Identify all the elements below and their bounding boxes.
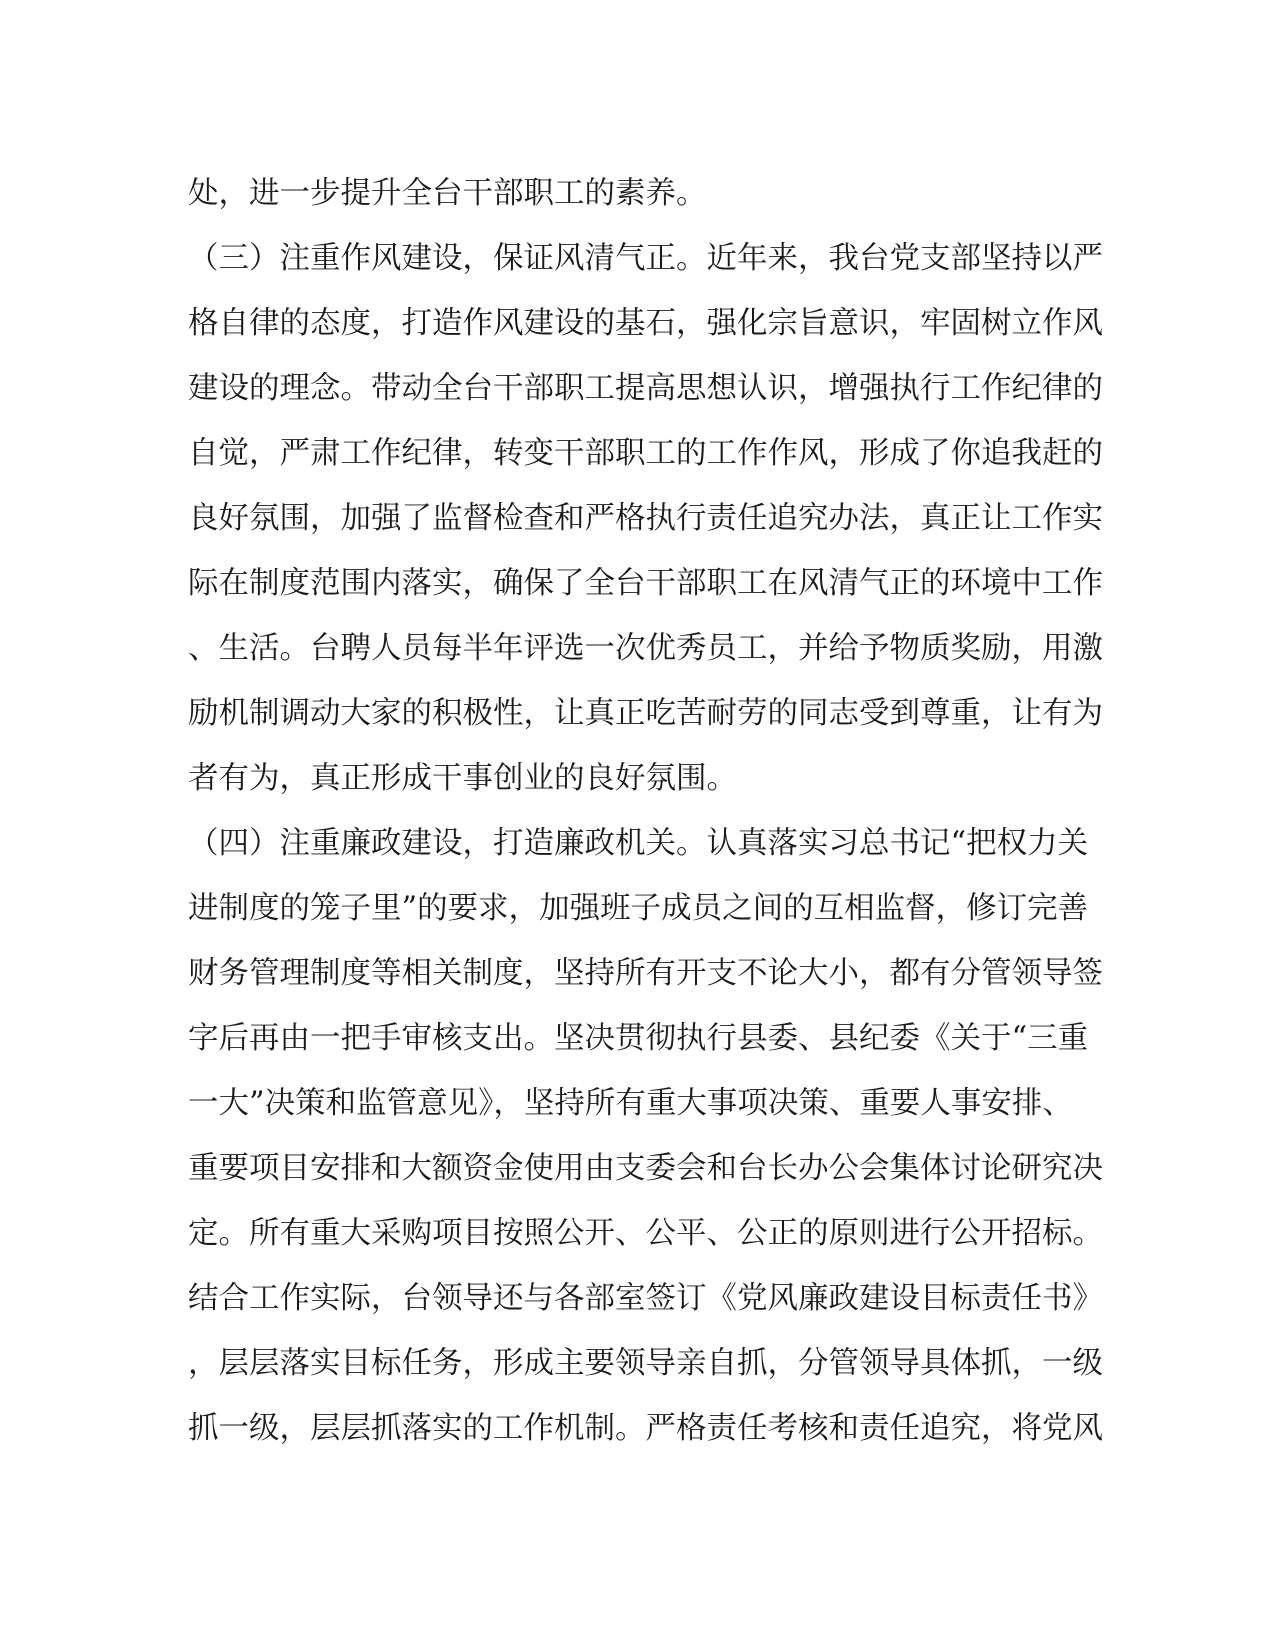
- text-line: ，层层落实目标任务，形成主要领导亲自抓，分管领导具体抓，一级: [188, 1346, 1103, 1381]
- text-line: 抓一级，层层抓落实的工作机制。严格责任考核和责任追究，将党风: [188, 1411, 1103, 1446]
- text-line: 者有为，真正形成干事创业的良好氛围。: [188, 761, 737, 796]
- text-line: 结合工作实际，台领导还与各部室签订《党风廉政建设目标责任书》: [188, 1281, 1103, 1316]
- text-line: 一大”决策和监管意见》，坚持所有重大事项决策、重要人事安排、: [188, 1086, 1073, 1121]
- text-line: 自觉，严肃工作纪律，转变干部职工的工作作风，形成了你追我赶的: [188, 436, 1103, 471]
- text-line: 定。所有重大采购项目按照公开、公平、公正的原则进行公开招标。: [188, 1216, 1103, 1251]
- text-line: 字后再由一把手审核支出。坚决贯彻执行县委、县纪委《关于“三重: [188, 1021, 1089, 1056]
- text-line: 励机制调动大家的积极性，让真正吃苦耐劳的同志受到尊重，让有为: [188, 696, 1103, 731]
- text-line: （四）注重廉政建设，打造廉政机关。认真落实习总书记“把权力关: [188, 826, 1089, 861]
- text-line: （三）注重作风建设，保证风清气正。近年来，我台党支部坚持以严: [188, 241, 1103, 276]
- text-line: 重要项目安排和大额资金使用由支委会和台长办公会集体讨论研究决: [188, 1151, 1103, 1186]
- text-line: 财务管理制度等相关制度，坚持所有开支不论大小，都有分管领导签: [188, 956, 1103, 991]
- text-line: 进制度的笼子里”的要求，加强班子成员之间的互相监督，修订完善: [188, 891, 1089, 926]
- text-line: 际在制度范围内落实，确保了全台干部职工在风清气正的环境中工作: [188, 566, 1103, 601]
- body-text: [188, 161, 1103, 1461]
- text-line: 良好氛围，加强了监督检查和严格执行责任追究办法，真正让工作实: [188, 501, 1103, 536]
- text-line: 、生活。台聘人员每半年评选一次优秀员工，并给予物质奖励，用激: [188, 631, 1103, 666]
- text-line: 格自律的态度，打造作风建设的基石，强化宗旨意识，牢固树立作风: [188, 306, 1103, 341]
- text-line: 处，进一步提升全台干部职工的素养。: [188, 176, 707, 211]
- text-line: 建设的理念。带动全台干部职工提高思想认识，增强执行工作纪律的: [188, 371, 1103, 406]
